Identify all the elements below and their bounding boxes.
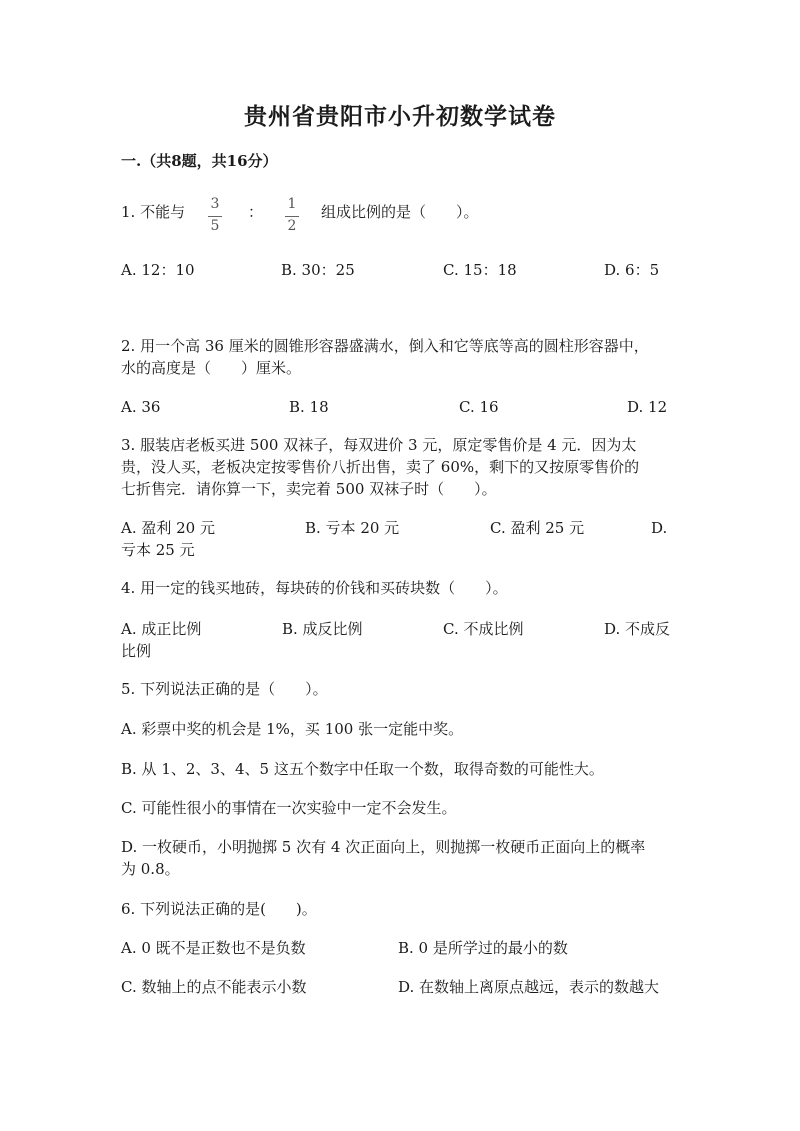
option-d: D. 不成反: [604, 620, 671, 638]
section-heading: 一.（共8题，共16分）: [121, 152, 278, 170]
option-c: C. 16: [459, 398, 499, 416]
option-b: B. 30：25: [281, 261, 355, 279]
option-c: C. 盈利 25 元: [490, 519, 585, 537]
fraction-bar: [208, 216, 222, 217]
question-1-suffix: 组成比例的是（ ）。: [321, 203, 479, 221]
question-4-line-1: 4. 用一定的钱买地砖，每块砖的价钱和买砖块数（ ）。: [121, 579, 508, 597]
question-2-line-1: 2. 用一个高 36 厘米的圆锥形容器盛满水，倒入和它等底等高的圆柱形容器中，: [121, 337, 649, 355]
option-d-wrap: 亏本 25 元: [121, 541, 195, 559]
option-c: C. 不成比例: [443, 620, 524, 638]
fraction-denominator: 2: [287, 218, 297, 234]
option-a: A. 36: [121, 398, 161, 416]
fraction-numerator: 1: [287, 196, 297, 212]
question-6-line-1: 6. 下列说法正确的是( )。: [121, 900, 317, 918]
option-a: A. 成正比例: [121, 620, 202, 638]
option-b: B. 18: [289, 398, 329, 416]
fraction-bar: [285, 216, 299, 217]
fraction-numerator: 3: [210, 196, 220, 212]
option-d-wrap: 比例: [121, 642, 152, 660]
option-c: C. 15：18: [443, 261, 517, 279]
option-d-line-1: D. 一枚硬币，小明抛掷 5 次有 4 次正面向上，则抛掷一枚硬币正面向上的概率: [121, 838, 646, 856]
option-d: D. 6：5: [604, 261, 660, 279]
option-b: B. 从 1、2、3、4、5 这五个数字中任取一个数，取得奇数的可能性大。: [121, 760, 604, 778]
option-d: D. 12: [627, 398, 668, 416]
option-c: C. 可能性很小的事情在一次实验中一定不会发生。: [121, 799, 457, 817]
question-2-line-2: 水的高度是（ ）厘米。: [121, 359, 302, 377]
ratio-colon: ：: [248, 203, 264, 221]
fraction-denominator: 5: [210, 218, 220, 234]
option-b: B. 成反比例: [282, 620, 363, 638]
option-c: C. 数轴上的点不能表示小数: [121, 978, 307, 996]
page-title: 贵州省贵阳市小升初数学试卷: [244, 103, 556, 130]
option-b: B. 亏本 20 元: [305, 519, 400, 537]
option-a: A. 12：10: [121, 261, 195, 279]
question-3-line-3: 七折售完．请你算一下，卖完着 500 双袜子时（ ）。: [121, 480, 497, 498]
option-d-line-2: 为 0.8。: [121, 860, 180, 878]
question-3-line-2: 贵，没人买，老板决定按零售价八折出售，卖了 60%，剩下的又按原零售价的: [121, 458, 640, 476]
question-5-line-1: 5. 下列说法正确的是（ ）。: [121, 680, 328, 698]
question-1-prefix: 1. 不能与: [121, 203, 186, 221]
option-a: A. 0 既不是正数也不是负数: [121, 939, 306, 957]
option-a: A. 彩票中奖的机会是 1%，买 100 张一定能中奖。: [121, 720, 464, 738]
option-d: D.: [651, 519, 668, 537]
question-3-line-1: 3. 服装店老板买进 500 双袜子，每双进价 3 元，原定零售价是 4 元．因为太: [121, 436, 637, 454]
option-d: D. 在数轴上离原点越远，表示的数越大: [398, 978, 660, 996]
option-b: B. 0 是所学过的最小的数: [398, 939, 568, 957]
option-a: A. 盈利 20 元: [121, 519, 215, 537]
